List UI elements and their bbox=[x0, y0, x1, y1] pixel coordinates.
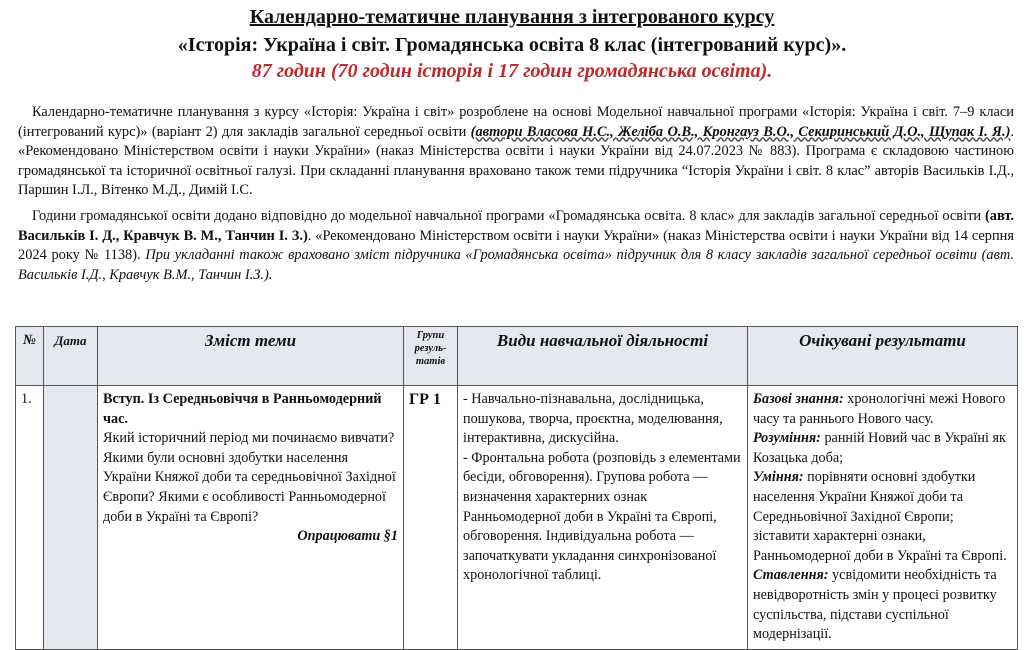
intro-p2-text-a: Години громадянської освіти додано відповідно до модельної навчальної програми «Громадянська освіта. 8 клас» для закладів загальної середньої освіти bbox=[32, 208, 986, 224]
result-attitude-text: усвідомити необхідність та невідворотність змін у процесі розвитку суспільства, підстави суспільної модернізації. bbox=[753, 567, 997, 643]
result-knowledge-text: хронологічні межі Нового часу та раннього Нового часу. bbox=[753, 391, 1006, 427]
result-knowledge bbox=[753, 390, 1012, 429]
topic-title: Вступ. Із Середньовіччя в Ранньомодерний час. bbox=[103, 391, 382, 427]
table-header-row bbox=[16, 327, 1018, 386]
topic-homework: Опрацювати §1 bbox=[297, 528, 398, 545]
row-group: ГР 1 bbox=[404, 386, 458, 650]
plan-table bbox=[15, 326, 1018, 650]
table-row bbox=[16, 386, 1018, 650]
col-header-num: № bbox=[16, 327, 44, 386]
result-skills-text: порівняти основні здобутки населення України Княжої доби та Середньовічної Західної Європи; зіставити характерні ознаки, Ранньомодерної доби в Україні та Європі. bbox=[753, 469, 1007, 564]
result-skills-label: Уміння: bbox=[753, 469, 804, 486]
activities-types: - Навчально-пізнавальна, дослідницька, пошукова, творча, проєктна, моделювання, інтерактивна, дискусійна. bbox=[463, 391, 723, 447]
result-understanding-label: Розуміння: bbox=[753, 430, 821, 447]
page-title-line1: Календарно-тематичне планування з інтегрованого курсу bbox=[249, 6, 775, 28]
intro-p1-text-b: . «Рекомендовано Міністерством освіти і науки України» (наказ Міністерства освіти і науки України від 24.07.2023 № 883). Програма є складовою частиною громадянської та історичної освітньої галузі. При складанні планування враховано також теми підручника “Історія України і світ. 8 клас” авторів Васильків І.Д., Паршин І.Л., Вітенко М.Д., Димій І.С. bbox=[18, 123, 1014, 198]
result-attitude-label: Ставлення: bbox=[753, 567, 829, 584]
col-header-topic: Зміст теми bbox=[98, 327, 404, 386]
page-title-line2: «Історія: Україна і світ. Громадянська освіта 8 клас (інтегрований курс)». bbox=[177, 34, 847, 56]
intro-paragraph-2 bbox=[18, 207, 1014, 285]
row-activities bbox=[458, 386, 748, 650]
intro-p1-text-a: Календарно-тематичне планування з курсу «Історія: Україна і світ» розроблене на основі Модельної навчальної програми «Історія: Україна і світ. 7–9 класи (інтегрований курс)» (варіант 2) для закладів загальної середньої освіти bbox=[18, 104, 1014, 140]
col-header-activities: Види навчальної діяльності bbox=[458, 327, 748, 386]
page-title-hours: 87 годин (70 годин історія і 17 годин громадянська освіта). bbox=[251, 60, 773, 82]
activities-work-forms: - Фронтальна робота (розповідь з елементами бесіди, обговорення). Групова робота — визначення характерних ознак Ранньомодерної доби в Україні та Європі, обговорення. Індивідуальна робота — започаткувати укладання синхронізованої хронологічної таблиці. bbox=[463, 449, 741, 584]
row-results bbox=[748, 386, 1018, 650]
intro-p1-authors: (автори Власова Н.С., Желіба О.В., Кронгауз В.О., Секиринський Д.О., Щупак І. Я.) bbox=[470, 123, 1011, 140]
plan-table-wrapper bbox=[15, 326, 1017, 650]
row-topic bbox=[98, 386, 404, 650]
topic-text: Який історичний період ми починаємо вивчати? Якими були основні здобутки населення України Княжої доби та середньовічної Західної Європи? Якими є особливості Ранньомодерної доби в Україні та Європі? bbox=[103, 430, 396, 525]
row-num: 1. bbox=[16, 386, 44, 650]
result-knowledge-label: Базові знання: bbox=[753, 391, 844, 407]
intro-p2-italic: При укладанні також враховано зміст підручника «Громадянська освіта» підручник для 8 класу закладів загальної середньої освіти (авт. Васильків І.Д., Кравчук В.М., Танчин І.З.). bbox=[18, 247, 1014, 283]
intro-p2-text-b: . «Рекомендовано Міністерством освіти і науки України» (наказ Міністерства освіти і науки України від 14 серпня 2024 року № 1138). bbox=[18, 227, 1014, 263]
result-attitude bbox=[753, 566, 1012, 644]
col-header-results: Очікувані результати bbox=[748, 327, 1018, 386]
result-understanding-text: ранній Новий час в Україні як Козацька доба; bbox=[753, 430, 1006, 466]
row-date bbox=[44, 386, 98, 650]
col-header-groups: Групи резуль-татів bbox=[404, 327, 458, 386]
result-understanding bbox=[753, 429, 1012, 468]
intro-p2-authors: (авт. Васильків І. Д., Кравчук В. М., Танчин І. З.) bbox=[18, 208, 1014, 244]
col-header-date: Дата bbox=[44, 327, 98, 386]
result-skills bbox=[753, 468, 1012, 566]
intro-paragraph-1 bbox=[18, 103, 1014, 201]
